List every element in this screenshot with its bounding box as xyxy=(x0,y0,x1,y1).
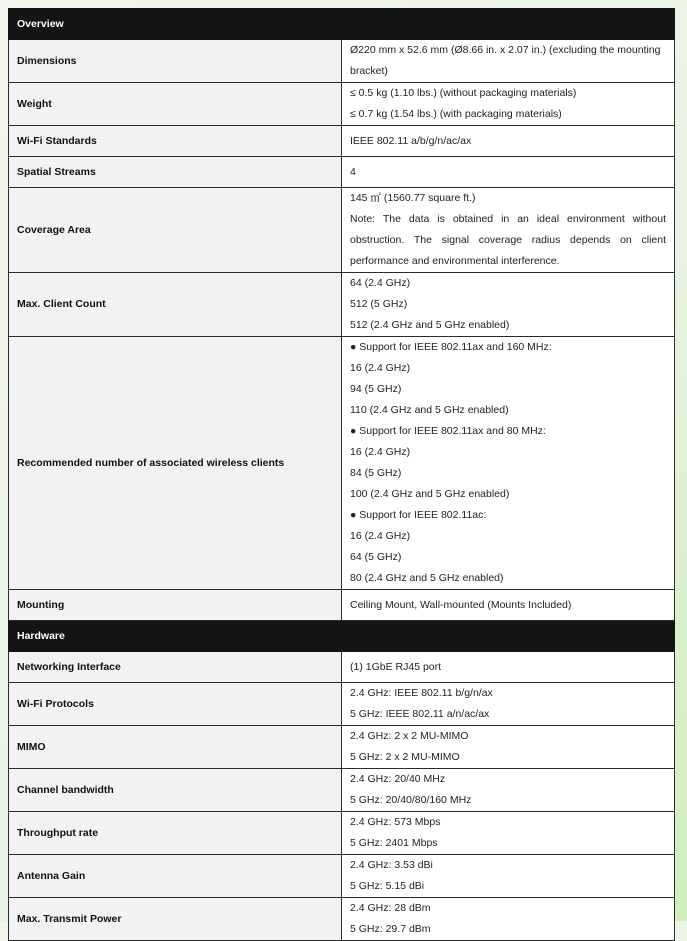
spec-value xyxy=(342,855,675,898)
spec-value xyxy=(342,126,675,157)
spec-value-line: 2.4 GHz: 20/40 MHz xyxy=(350,773,446,785)
spec-value xyxy=(342,898,675,941)
spec-value-line: 2.4 GHz: 2 x 2 MU-MIMO xyxy=(350,730,469,742)
spec-value-line: 5 GHz: IEEE 802.11 a/n/ac/ax xyxy=(350,708,490,720)
spec-label: Max. Client Count xyxy=(9,273,342,337)
spec-row xyxy=(9,590,675,621)
spec-value-line: 2.4 GHz: 573 Mbps xyxy=(350,816,441,828)
spec-row xyxy=(9,273,675,337)
spec-row xyxy=(9,855,675,898)
spec-label: Throughput rate xyxy=(9,812,342,855)
spec-value-line: 16 (2.4 GHz) xyxy=(350,530,411,542)
spec-label: Weight xyxy=(9,83,342,126)
spec-label: Max. Transmit Power xyxy=(9,898,342,941)
spec-value-line: 5 GHz: 2401 Mbps xyxy=(350,837,438,849)
spec-label: Coverage Area xyxy=(9,188,342,273)
spec-label: Wi-Fi Standards xyxy=(9,126,342,157)
spec-value-line: 110 (2.4 GHz and 5 GHz enabled) xyxy=(350,404,509,416)
spec-label: Networking Interface xyxy=(9,652,342,683)
spec-value-line: 2.4 GHz: 28 dBm xyxy=(350,902,431,914)
spec-value-line: Ø220 mm x 52.6 mm (Ø8.66 in. x 2.07 in.) (excluding the mounting bracket) xyxy=(350,44,661,77)
spec-table xyxy=(8,8,675,941)
spec-value-line: ≤ 0.7 kg (1.54 lbs.) (with packaging materials) xyxy=(350,108,562,120)
spec-value-line: 100 (2.4 GHz and 5 GHz enabled) xyxy=(350,488,510,500)
spec-value-line: 5 GHz: 29.7 dBm xyxy=(350,923,431,935)
spec-label: Mounting xyxy=(9,590,342,621)
section-title: Overview xyxy=(9,9,675,40)
spec-value-line: 4 xyxy=(350,165,356,178)
spec-row xyxy=(9,157,675,188)
spec-label: MIMO xyxy=(9,726,342,769)
section-header-overview xyxy=(9,9,675,40)
spec-value-line: ● Support for IEEE 802.11ax and 160 MHz: xyxy=(350,341,552,353)
spec-value xyxy=(342,188,675,273)
spec-row xyxy=(9,726,675,769)
spec-value xyxy=(342,590,675,621)
spec-value xyxy=(342,812,675,855)
spec-row xyxy=(9,769,675,812)
spec-row xyxy=(9,337,675,590)
spec-label: Wi-Fi Protocols xyxy=(9,683,342,726)
spec-label: Dimensions xyxy=(9,40,342,83)
spec-value xyxy=(342,726,675,769)
spec-value-line: ● Support for IEEE 802.11ax and 80 MHz: xyxy=(350,425,546,437)
spec-value-line: Note: The data is obtained in an ideal environment without obstruction. The signal coverage radius depends on client performance and environmental interference. xyxy=(350,213,666,267)
spec-value-line: 64 (2.4 GHz) xyxy=(350,277,411,289)
spec-value-line: (1) 1GbE RJ45 port xyxy=(350,660,442,673)
spec-value-line: 5 GHz: 5.15 dBi xyxy=(350,880,425,892)
spec-value-line: IEEE 802.11 a/b/g/n/ac/ax xyxy=(350,134,472,147)
spec-value-line: 80 (2.4 GHz and 5 GHz enabled) xyxy=(350,572,504,584)
spec-row xyxy=(9,40,675,83)
spec-value xyxy=(342,337,675,590)
spec-value-line: 16 (2.4 GHz) xyxy=(350,446,411,458)
spec-sheet xyxy=(8,8,675,941)
section-header-hardware xyxy=(9,621,675,652)
spec-value xyxy=(342,769,675,812)
spec-value-line: ≤ 0.5 kg (1.10 lbs.) (without packaging materials) xyxy=(350,87,577,99)
spec-value xyxy=(342,652,675,683)
spec-value xyxy=(342,273,675,337)
spec-row xyxy=(9,652,675,683)
spec-row xyxy=(9,812,675,855)
spec-label: Spatial Streams xyxy=(9,157,342,188)
spec-value xyxy=(342,40,675,83)
spec-row xyxy=(9,683,675,726)
spec-value-line: 2.4 GHz: IEEE 802.11 b/g/n/ax xyxy=(350,687,493,699)
spec-value-line: Ceiling Mount, Wall-mounted (Mounts Included) xyxy=(350,598,572,611)
spec-label: Channel bandwidth xyxy=(9,769,342,812)
spec-value-line: 512 (2.4 GHz and 5 GHz enabled) xyxy=(350,319,510,331)
spec-value-line: 94 (5 GHz) xyxy=(350,383,402,395)
spec-row xyxy=(9,188,675,273)
spec-value-line: 512 (5 GHz) xyxy=(350,298,408,310)
spec-value xyxy=(342,83,675,126)
spec-row xyxy=(9,126,675,157)
spec-value-line: 145 ㎡ (1560.77 square ft.) xyxy=(350,192,476,204)
spec-value-line: 5 GHz: 2 x 2 MU-MIMO xyxy=(350,751,460,763)
spec-value-line: ● Support for IEEE 802.11ac: xyxy=(350,509,487,521)
spec-row xyxy=(9,898,675,941)
section-title: Hardware xyxy=(9,621,675,652)
spec-value-line: 16 (2.4 GHz) xyxy=(350,362,411,374)
spec-value xyxy=(342,683,675,726)
spec-value-line: 2.4 GHz: 3.53 dBi xyxy=(350,859,433,871)
spec-value-line: 64 (5 GHz) xyxy=(350,551,402,563)
spec-value-line: 84 (5 GHz) xyxy=(350,467,402,479)
spec-label: Recommended number of associated wireless clients xyxy=(9,337,342,590)
spec-value xyxy=(342,157,675,188)
spec-row xyxy=(9,83,675,126)
spec-label: Antenna Gain xyxy=(9,855,342,898)
spec-value-line: 5 GHz: 20/40/80/160 MHz xyxy=(350,794,472,806)
